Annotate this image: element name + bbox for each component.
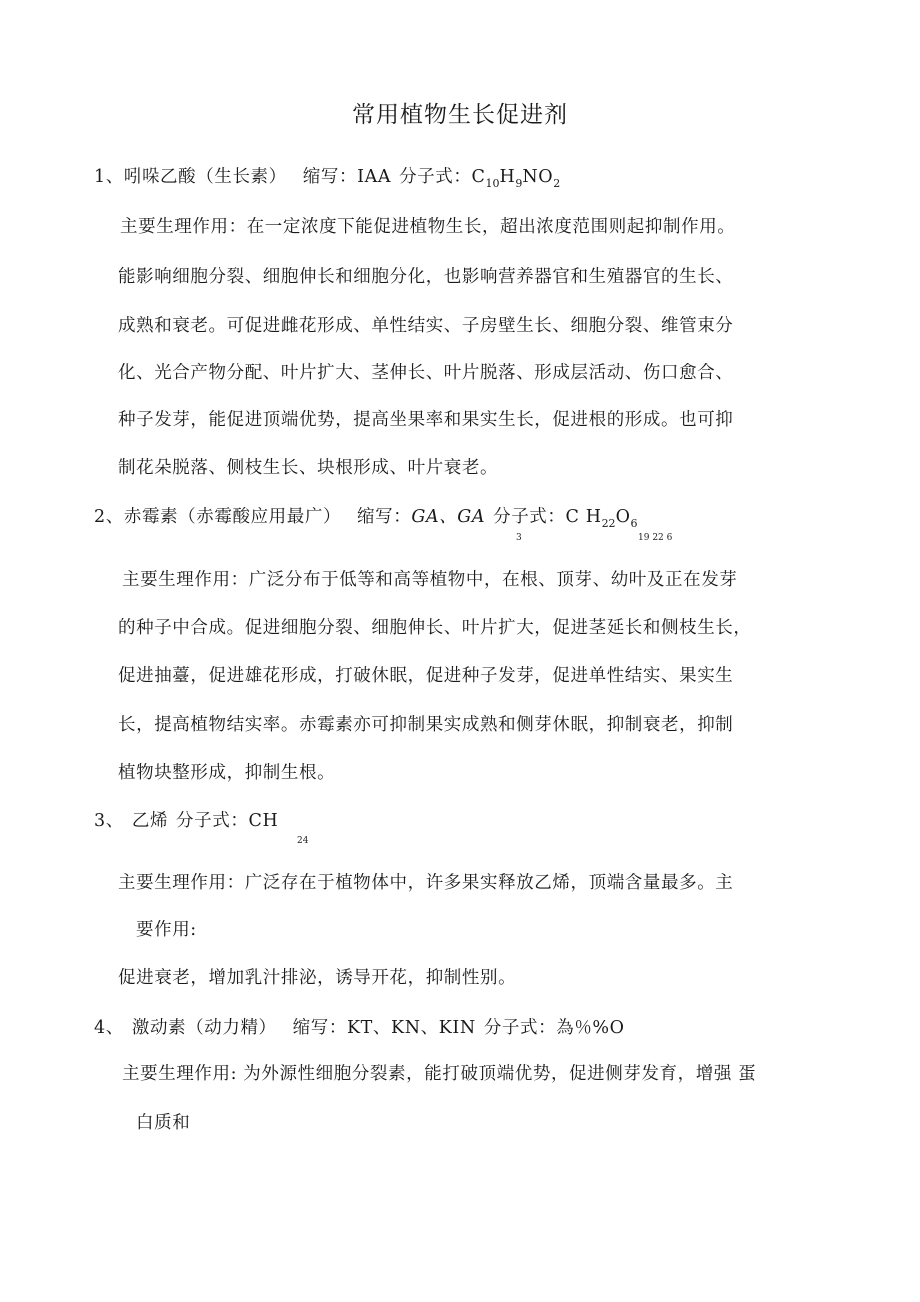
paragraph-line: 主要生理作用：在一定浓度下能促进植物生长，超出浓度范围则起抑制作用。 [120, 217, 736, 237]
section-name: 赤霉素（赤霉酸应用最广） [123, 507, 342, 527]
paragraph-line: 主要生理作用：广泛分布于低等和高等植物中，在根、顶芽、幼叶及正在发芽 [122, 570, 738, 590]
paragraph-line: 植物块整形成，抑制生根。 [118, 763, 336, 783]
section-2-heading [94, 503, 638, 528]
stray-subscript: 24 [297, 836, 309, 846]
paragraph-line: 成熟和衰老。可促进雌花形成、单性结实、子房壁生长、细胞分裂、维管束分 [118, 316, 734, 336]
abbr-value: IAA [357, 167, 392, 187]
abbr-value: GA、GA [411, 507, 486, 527]
paragraph-line: 能影响细胞分裂、细胞伸长和细胞分化，也影响营养器官和生殖器官的生长、 [118, 267, 734, 287]
section-number: 1、 [94, 167, 124, 187]
section-name: 吲哚乙酸（生长素） [123, 167, 287, 187]
paragraph-line: 制花朵脱落、侧枝生长、块根形成、叶片衰老。 [118, 458, 499, 478]
paragraph-line: 主要生理作用：广泛存在于植物体中，许多果实释放乙烯，顶端含量最多。主 [118, 873, 734, 893]
section-number: 2、 [94, 507, 124, 527]
section-1-heading [94, 163, 560, 188]
paragraph-line: 要作用: [136, 920, 197, 940]
paragraph-line: 主要生理作用: 为外源性细胞分裂素，能打破顶端优势，促进侧芽发育，增强 蛋 [122, 1064, 757, 1084]
paragraph-line: 长，提高植物结实率。赤霉素亦可抑制果实成熟和侧芽休眠，抑制衰老，抑制 [118, 715, 734, 735]
formula-label: 分子式： [399, 167, 472, 187]
stray-subscript: 19 22 6 [638, 533, 673, 543]
paragraph-line: 化、光合产物分配、叶片扩大、茎伸长、叶片脱落、形成层活动、伤口愈合、 [118, 363, 734, 383]
stray-subscript: 3 [516, 533, 522, 543]
abbr-label: 缩写： [292, 1018, 347, 1038]
formula: CH [248, 811, 279, 831]
formula: C $H_{22}O_6$ [565, 507, 638, 530]
formula-label: 分子式： [176, 811, 249, 831]
paragraph-line: 种子发芽，能促进顶端优势，提高坐果率和果实生长，促进根的形成。也可抑 [118, 410, 734, 430]
paragraph-line: 白质和 [136, 1113, 191, 1133]
section-4-heading [94, 1014, 625, 1039]
document-title: 常用植物生长促进剂 [352, 102, 568, 128]
section-name: 乙烯 [131, 811, 169, 831]
section-number: 3、 [94, 811, 124, 831]
formula-label: 分子式： [483, 1018, 557, 1038]
formula: $C_{10}H_9NO_2$ [471, 167, 561, 190]
formula: 為％%O [556, 1018, 625, 1038]
abbr-value: KT、KN、KIN [346, 1018, 476, 1038]
section-number: 4、 [94, 1018, 124, 1038]
formula-label: 分子式： [493, 507, 566, 527]
section-3-heading [94, 807, 278, 832]
abbr-label: 缩写： [357, 507, 412, 527]
paragraph-line: 的种子中合成。促进细胞分裂、细胞伸长、叶片扩大，促进茎延长和侧枝生长， [118, 618, 752, 638]
paragraph-line: 促进衰老，增加乳汁排泌，诱导开花，抑制性别。 [118, 968, 517, 988]
section-name: 激动素（动力精） [131, 1018, 277, 1038]
abbr-label: 缩写： [302, 167, 358, 187]
paragraph-line: 促进抽薹，促进雄花形成，打破休眠，促进种子发芽，促进单性结实、果实生 [118, 666, 734, 686]
